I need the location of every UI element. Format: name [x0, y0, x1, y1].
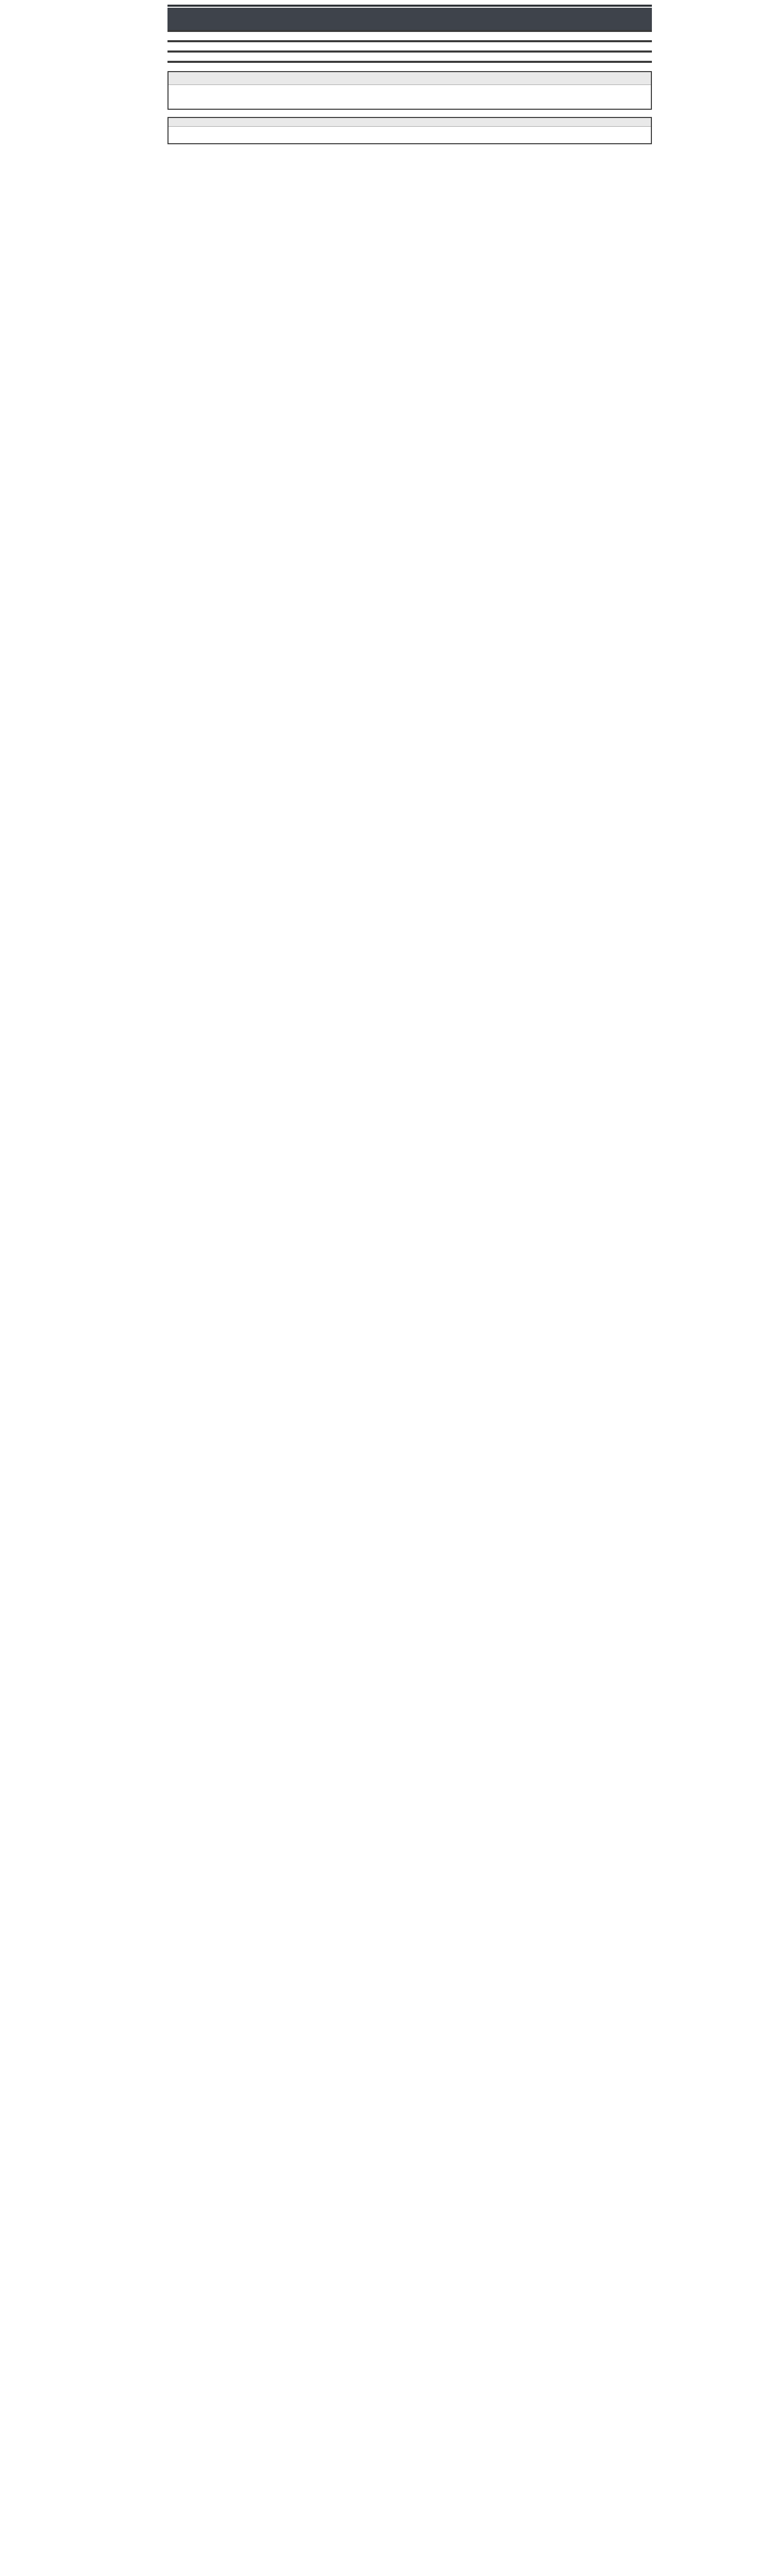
page2-detail-other — [167, 40, 652, 42]
photo-section-title — [169, 72, 651, 85]
photo-area — [169, 85, 651, 109]
top-divider — [167, 5, 652, 7]
inspection-form-sheet — [167, 0, 652, 144]
inspection-photo-section — [167, 71, 652, 110]
signature-title — [169, 118, 651, 127]
form-header — [167, 8, 652, 30]
page4-notices-continued — [167, 61, 652, 63]
document-number — [167, 20, 652, 28]
page1-basic-overall-accident — [167, 30, 652, 32]
page3-notices — [167, 50, 652, 53]
signature-section — [167, 117, 652, 144]
